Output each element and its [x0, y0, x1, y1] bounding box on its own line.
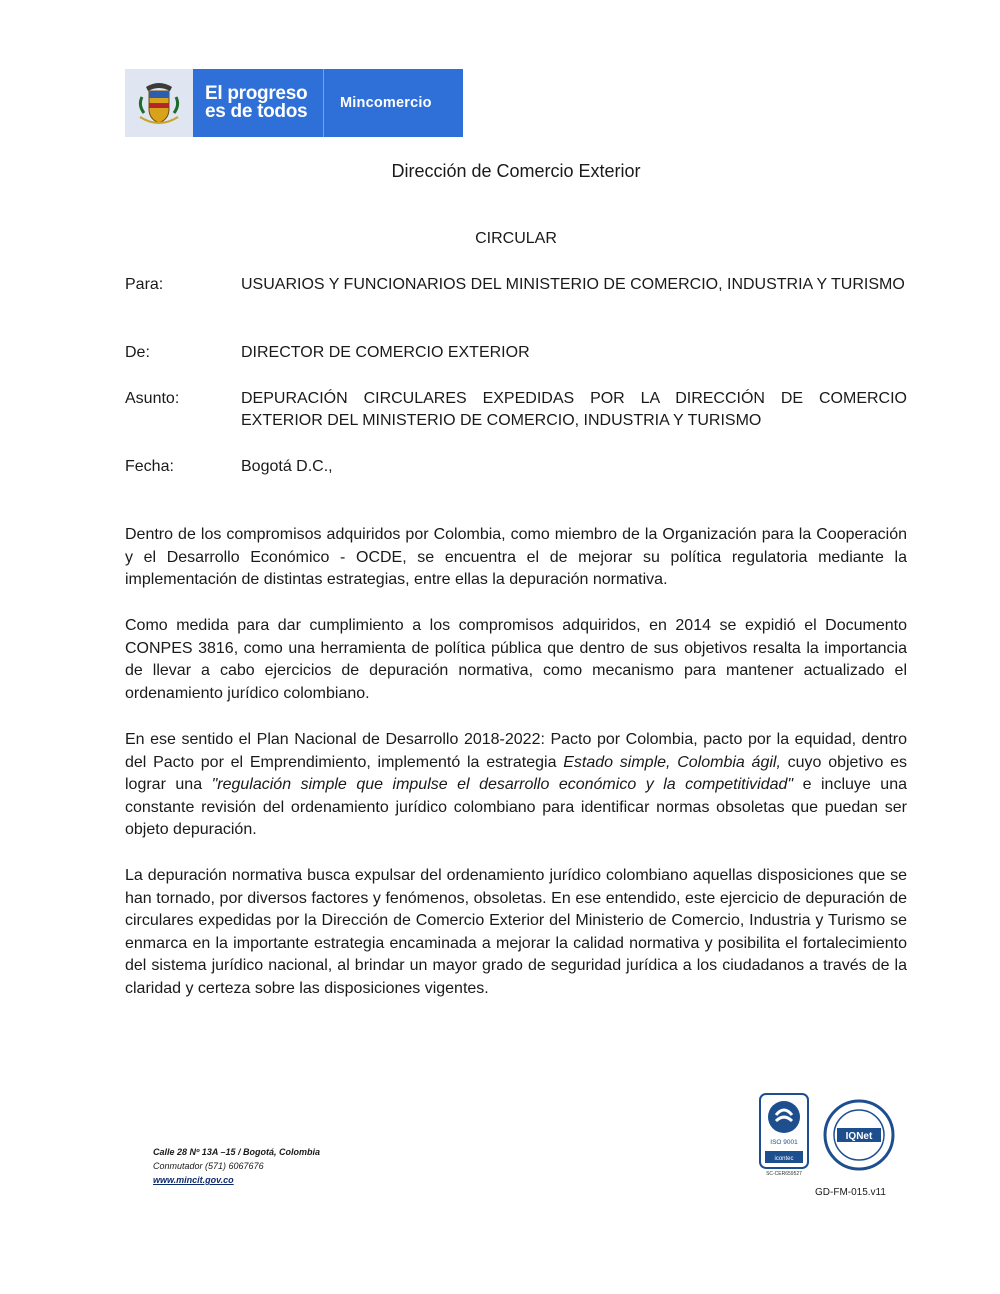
field-value: DIRECTOR DE COMERCIO EXTERIOR [241, 344, 530, 361]
field-fecha [125, 456, 907, 478]
slogan [205, 85, 315, 121]
field-value: DEPURACIÓN CIRCULARES EXPEDIDAS POR LA DIRECCIÓN DE COMERCIO EXTERIOR DEL MINISTERIO DE COMERCIO, INDUSTRIA Y TURISMO [241, 390, 907, 429]
paragraph-2: Como medida para dar cumplimiento a los compromisos adquiridos, en 2014 se expidió el Documento CONPES 3816, como una herramienta de política pública que dentro de sus objetivos resalta la importancia de llevar a cabo ejercicios de depuración normativa, como mecanismo para mantener actualizado el ordenamiento jurídico colombiano. [125, 617, 907, 702]
field-label: Fecha: [125, 458, 174, 475]
field-value: USUARIOS Y FUNCIONARIOS DEL MINISTERIO DE COMERCIO, INDUSTRIA Y TURISMO [241, 276, 905, 293]
document-type: CIRCULAR [475, 230, 557, 247]
iqnet-label: IQNet [845, 1131, 873, 1142]
footer-address-block [153, 1145, 320, 1187]
paragraph-3-part-a: En ese sentido el Plan Nacional de Desarrollo 2018-2022: Pacto por Colombia, pacto por la equidad, dentro del Pacto por el Emprendimiento, implementó la estrategia [125, 731, 907, 771]
icontec-label: icontec [774, 1156, 794, 1162]
coat-of-arms-icon [125, 69, 193, 137]
objective-quote: "regulación simple que impulse el desarrollo económico y la competitividad" [211, 776, 794, 793]
iso-label: ISO 9001 [770, 1139, 798, 1146]
field-label: Asunto: [125, 390, 180, 407]
footer-website-link[interactable]: www.mincit.gov.co [153, 1175, 234, 1185]
footer-phone: Conmutador (571) 6067676 [153, 1161, 264, 1171]
field-label: Para: [125, 276, 164, 293]
logo-divider [323, 69, 324, 137]
field-value: Bogotá D.C., [241, 458, 333, 475]
paragraph-1: Dentro de los compromisos adquiridos por Colombia, como miembro de la Organización para la Cooperación y el Desarrollo Económico - OCDE, se encuentra el de mejorar su política regulatoria mediante la implementación de distintas estrategias, entre ellas la depuración normativa. [125, 526, 907, 588]
paragraph-3-part-c: e incluye una constante revisión del ordenamiento jurídico colombiano para identificar normas obsoletas que puedan ser objeto depuración. [125, 776, 907, 838]
strategy-name: Estado simple, Colombia ágil, [563, 753, 781, 771]
slogan-line-2: es de todos [205, 101, 308, 122]
paragraph-3 [125, 729, 907, 842]
paragraph-3-part-b: cuyo objetivo es lograr una [125, 753, 907, 793]
field-asunto [125, 388, 907, 432]
field-para [125, 274, 907, 296]
form-code: GD-FM-015.v11 [815, 1187, 886, 1198]
field-de [125, 342, 907, 364]
slogan-line-1: El progreso [205, 83, 308, 104]
icontec-iso-certification [759, 1093, 809, 1177]
certificate-code: SC-CER659527 [766, 1171, 802, 1177]
footer-address: Calle 28 Nº 13A –15 / Bogotá, Colombia [153, 1147, 321, 1157]
field-label: De: [125, 344, 150, 361]
paragraph-4: La depuración normativa busca expulsar del ordenamiento jurídico colombiano aquellas disposiciones que se han tornado, por diversos factores y fenómenos, obsoletas. En ese entendido, este ejercicio de depuración de circulares expedidas por la Dirección de Comercio Exterior del Ministerio de Comercio, Industria y Turismo se enmarca en la importante estrategia encaminada a mejorar la calidad normativa y posibilita el fortalecimiento del sistema jurídico nacional, al brindar un mayor grado de seguridad jurídica a los ciudadanos a través de la claridad y certeza sobre las disposiciones vigentes. [125, 867, 907, 997]
office-title: Dirección de Comercio Exterior [391, 161, 641, 181]
iqnet-certification-seal [823, 1099, 895, 1171]
entity-name: Mincomercio [340, 95, 432, 111]
header-logo-banner [125, 69, 463, 137]
